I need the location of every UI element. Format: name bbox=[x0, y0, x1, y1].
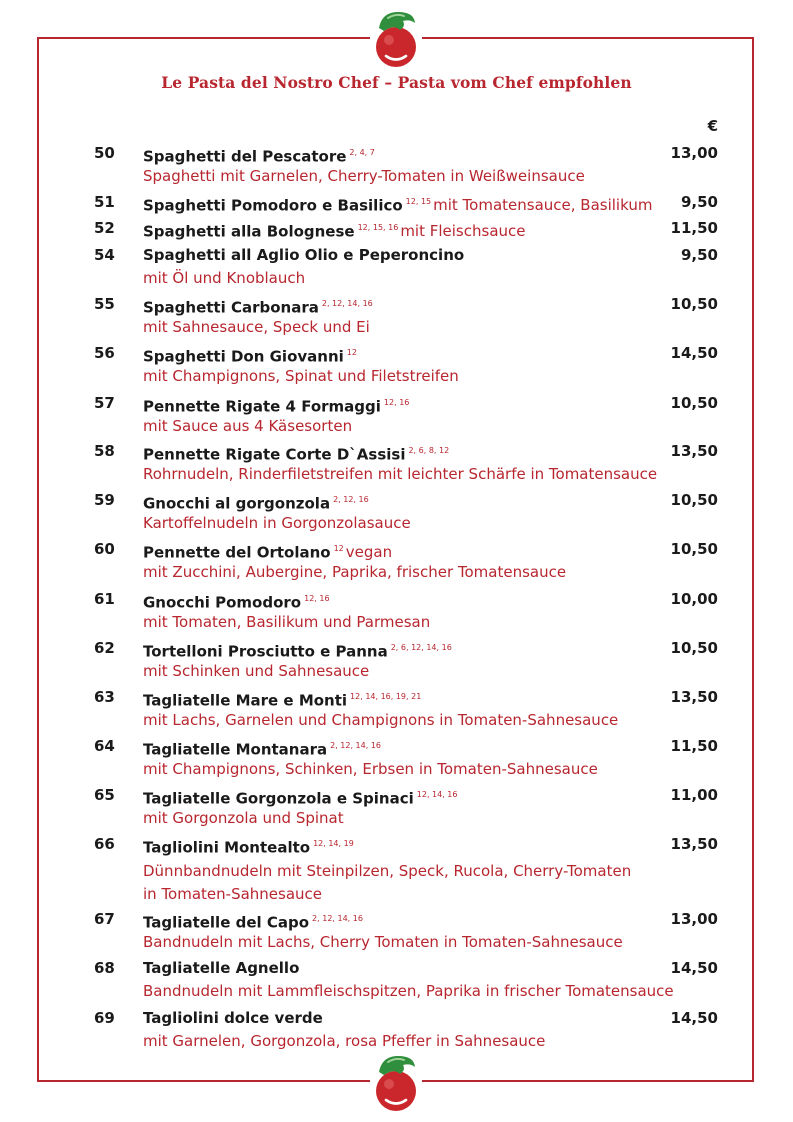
item-description: mit Garnelen, Gorgonzola, rosa Pfeffer in Sahnesauce bbox=[143, 1032, 546, 1050]
currency-label: € bbox=[707, 117, 718, 135]
item-inline-description: mit Tomatensauce, Basilikum bbox=[433, 196, 653, 215]
item-price: 10,50 bbox=[670, 540, 718, 558]
item-name: Spaghetti alla Bolognese bbox=[143, 222, 355, 241]
item-description: mit Lachs, Garnelen und Champignons in Tomaten-Sahnesauce bbox=[143, 711, 619, 729]
item-name-line bbox=[143, 1008, 323, 1028]
item-allergens: 12, 15 bbox=[405, 197, 432, 206]
item-name-line bbox=[143, 343, 357, 366]
item-price: 11,00 bbox=[670, 786, 718, 804]
item-description: mit Gorgonzola und Spinat bbox=[143, 809, 344, 827]
item-price: 10,50 bbox=[670, 394, 718, 412]
item-name: Gnocchi Pomodoro bbox=[143, 593, 302, 612]
item-name-line bbox=[143, 245, 464, 265]
item-name-line bbox=[143, 589, 330, 612]
item-price: 13,50 bbox=[670, 442, 718, 460]
item-allergens: 12, 16 bbox=[383, 398, 410, 407]
item-number: 54 bbox=[94, 246, 115, 264]
item-inline-description: vegan bbox=[345, 543, 393, 562]
item-number: 51 bbox=[94, 193, 115, 211]
item-name-line bbox=[143, 393, 409, 416]
item-price: 13,50 bbox=[670, 835, 718, 853]
item-name-line bbox=[143, 958, 299, 978]
item-number: 50 bbox=[94, 144, 115, 162]
item-allergens: 12, 14, 19 bbox=[313, 839, 354, 848]
item-price: 11,50 bbox=[670, 737, 718, 755]
item-name-line bbox=[143, 736, 381, 759]
item-name: Tagliatelle del Capo bbox=[143, 913, 310, 932]
item-number: 56 bbox=[94, 344, 115, 362]
item-number: 62 bbox=[94, 639, 115, 657]
item-name: Pennette Rigate Corte D`Assisi bbox=[143, 445, 406, 464]
item-price: 13,00 bbox=[670, 144, 718, 162]
item-name: Pennette del Ortolano bbox=[143, 543, 331, 562]
item-price: 13,00 bbox=[670, 910, 718, 928]
item-name: Tagliatelle Gorgonzola e Spinaci bbox=[143, 789, 414, 808]
item-description: in Tomaten-Sahnesauce bbox=[143, 885, 323, 903]
item-price: 13,50 bbox=[670, 688, 718, 706]
item-name: Spaghetti Don Giovanni bbox=[143, 347, 344, 366]
item-allergens: 2, 6, 12, 14, 16 bbox=[390, 643, 452, 652]
item-price: 9,50 bbox=[680, 246, 718, 264]
item-description: Bandnudeln mit Lammfleischspitzen, Paprika in frischer Tomatensauce bbox=[143, 982, 674, 1000]
item-description: Rohrnudeln, Rinderfiletstreifen mit leichter Schärfe in Tomatensauce bbox=[143, 465, 658, 483]
item-description: mit Sahnesauce, Speck und Ei bbox=[143, 318, 370, 336]
item-description: mit Schinken und Sahnesauce bbox=[143, 662, 370, 680]
item-allergens: 2, 12, 14, 16 bbox=[330, 741, 381, 750]
item-description: mit Champignons, Spinat und Filetstreifen bbox=[143, 367, 459, 385]
tomato-logo-icon bbox=[370, 1050, 422, 1114]
item-name-line bbox=[143, 143, 375, 166]
item-description: mit Öl und Knoblauch bbox=[143, 269, 306, 287]
item-description: mit Zucchini, Aubergine, Paprika, frischer Tomatensauce bbox=[143, 563, 567, 581]
item-number: 65 bbox=[94, 786, 115, 804]
item-description: Dünnbandnudeln mit Steinpilzen, Speck, Rucola, Cherry-Tomaten bbox=[143, 862, 632, 880]
item-allergens: 2, 12, 14, 16 bbox=[321, 299, 373, 308]
item-name: Spaghetti Pomodoro e Basilico bbox=[143, 196, 403, 215]
item-name: Tagliolini Montealto bbox=[143, 838, 311, 857]
item-price: 11,50 bbox=[670, 219, 718, 237]
item-number: 64 bbox=[94, 737, 115, 755]
item-number: 61 bbox=[94, 590, 115, 608]
item-name-line bbox=[143, 687, 421, 710]
item-allergens: 2, 6, 8, 12 bbox=[408, 446, 450, 455]
item-name-line bbox=[143, 785, 457, 808]
item-name: Tagliolini dolce verde bbox=[143, 1009, 323, 1027]
item-price: 10,50 bbox=[670, 639, 718, 657]
item-description: Bandnudeln mit Lachs, Cherry Tomaten in Tomaten-Sahnesauce bbox=[143, 933, 623, 951]
item-allergens: 12 bbox=[333, 544, 344, 553]
item-description: mit Tomaten, Basilikum und Parmesan bbox=[143, 613, 431, 631]
item-allergens: 12, 15, 16 bbox=[357, 223, 399, 232]
tomato-logo-icon bbox=[370, 6, 422, 70]
item-name: Tagliatelle Mare e Monti bbox=[143, 691, 348, 710]
item-price: 10,50 bbox=[670, 295, 718, 313]
item-number: 52 bbox=[94, 219, 115, 237]
item-name: Spaghetti Carbonara bbox=[143, 298, 319, 317]
item-inline-description: mit Fleischsauce bbox=[400, 222, 526, 241]
item-price: 10,50 bbox=[670, 491, 718, 509]
item-name: Gnocchi al gorgonzola bbox=[143, 494, 331, 513]
item-allergens: 12, 16 bbox=[304, 594, 330, 603]
item-price: 9,50 bbox=[680, 193, 718, 211]
item-number: 60 bbox=[94, 540, 115, 558]
item-description: Spaghetti mit Garnelen, Cherry-Tomaten in Weißweinsauce bbox=[143, 167, 585, 185]
item-name: Tagliatelle Agnello bbox=[143, 959, 300, 977]
item-number: 67 bbox=[94, 910, 115, 928]
item-name: Tortelloni Prosciutto e Panna bbox=[143, 642, 388, 661]
item-name: Tagliatelle Montanara bbox=[143, 740, 328, 759]
item-price: 10,00 bbox=[670, 590, 718, 608]
item-name-line bbox=[143, 490, 369, 513]
item-name-line bbox=[143, 294, 373, 317]
item-name-line bbox=[143, 909, 363, 932]
item-allergens: 12, 14, 16 bbox=[416, 790, 458, 799]
item-allergens: 2, 12, 16 bbox=[333, 495, 369, 504]
item-allergens: 12 bbox=[346, 348, 357, 357]
item-description: Kartoffelnudeln in Gorgonzolasauce bbox=[143, 514, 411, 532]
item-number: 58 bbox=[94, 442, 115, 460]
item-name-line bbox=[143, 441, 449, 464]
item-description: mit Sauce aus 4 Käsesorten bbox=[143, 417, 353, 435]
item-name-line bbox=[143, 638, 452, 661]
item-name-line bbox=[143, 218, 526, 241]
item-allergens: 2, 12, 14, 16 bbox=[312, 914, 363, 923]
menu-title: Le Pasta del Nostro Chef – Pasta vom Chef empfohlen bbox=[161, 73, 632, 92]
item-name-line bbox=[143, 539, 392, 562]
item-name-line bbox=[143, 192, 652, 215]
item-number: 57 bbox=[94, 394, 115, 412]
item-name-line bbox=[143, 834, 354, 857]
item-allergens: 12, 14, 16, 19, 21 bbox=[350, 692, 422, 701]
item-name: Pennette Rigate 4 Formaggi bbox=[143, 397, 381, 416]
item-number: 55 bbox=[94, 295, 115, 313]
item-number: 63 bbox=[94, 688, 115, 706]
item-number: 59 bbox=[94, 491, 115, 509]
item-number: 68 bbox=[94, 959, 115, 977]
item-name: Spaghetti del Pescatore bbox=[143, 147, 347, 166]
item-price: 14,50 bbox=[670, 1009, 718, 1027]
item-price: 14,50 bbox=[670, 959, 718, 977]
item-number: 69 bbox=[94, 1009, 115, 1027]
item-allergens: 2, 4, 7 bbox=[349, 148, 375, 157]
item-name: Spaghetti all Aglio Olio e Peperoncino bbox=[143, 246, 465, 264]
item-number: 66 bbox=[94, 835, 115, 853]
item-price: 14,50 bbox=[670, 344, 718, 362]
item-description: mit Champignons, Schinken, Erbsen in Tomaten-Sahnesauce bbox=[143, 760, 598, 778]
